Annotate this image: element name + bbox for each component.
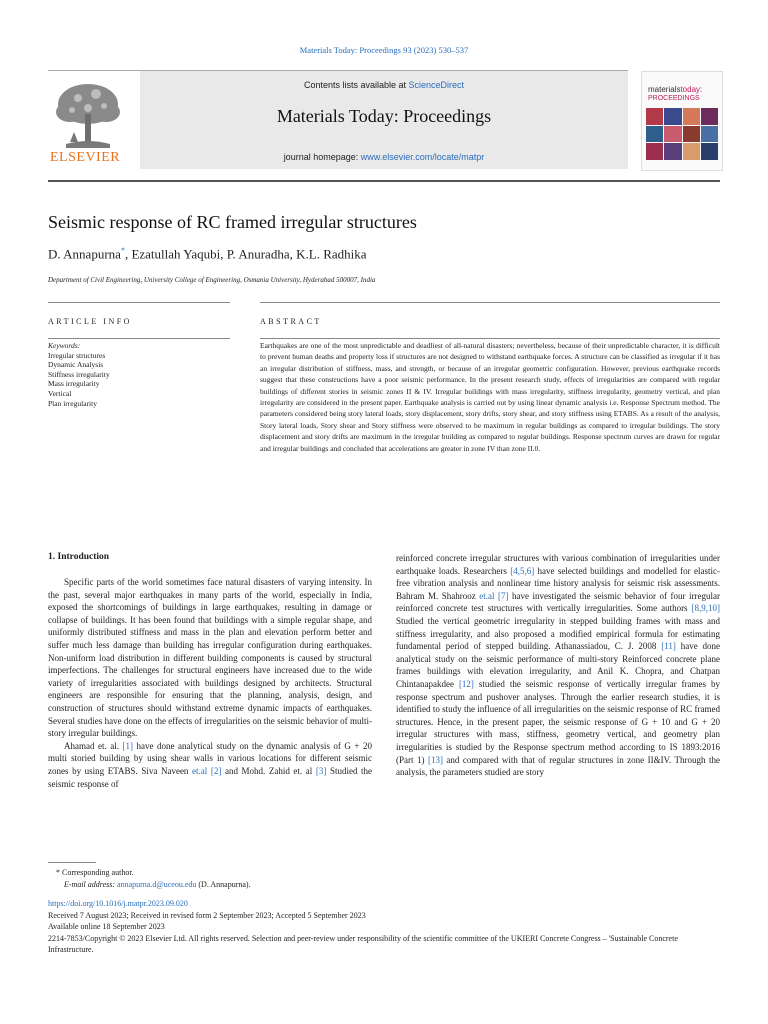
cover-title-word2: today: xyxy=(680,85,703,94)
citation-link[interactable]: [3] xyxy=(315,765,327,776)
text-run: have selected buildings and modelled for elastic-free vibration analysis and nonlinear time history analysis for seismic risk assessments. Bahram M. Shahrooz xyxy=(396,565,720,601)
keyword-item: Irregular structures xyxy=(48,350,106,360)
keyword-item: Stiffness irregularity xyxy=(48,369,110,379)
homepage-link[interactable]: www.elsevier.com/locate/matpr xyxy=(360,152,485,162)
text-run: Studied the seismic response of xyxy=(48,765,373,789)
author-name[interactable]: P. Anuradha xyxy=(226,246,290,262)
author-list: D. Annapurna*, Ezatullah Yaqubi, P. Anuradha, K.L. Radhika xyxy=(48,246,367,262)
elsevier-wordmark: ELSEVIER xyxy=(50,150,121,165)
citation-link[interactable]: [1] xyxy=(122,740,133,751)
journal-cover-thumbnail xyxy=(641,71,723,171)
text-run: and Mohd. Zahid et. al xyxy=(221,765,316,776)
keyword-item: Plan irregularity xyxy=(48,398,97,408)
footnote-rule xyxy=(48,862,96,863)
introduction-heading: 1. Introduction xyxy=(48,552,110,562)
email-label: E-mail address: xyxy=(64,880,118,889)
text-run: reinforced concrete irregular structures with various combination of irregularities under earthquake loads. Researchers xyxy=(396,553,720,576)
homepage-prefix: journal homepage: xyxy=(283,152,361,162)
citation-link[interactable]: [4,5,6] xyxy=(510,565,535,576)
body-column-left xyxy=(48,576,372,790)
contents-availability xyxy=(140,80,628,90)
copyright-notice: 2214-7853/Copyright © 2023 Elsevier Ltd. All rights reserved. Selection and peer-review under responsibility of the scientific committee of the UKIERI Concrete Congress – 'Sustainable Concrete Infrastructure. xyxy=(48,933,678,954)
doi-link[interactable]: https://doi.org/10.1016/j.matpr.2023.09.020 xyxy=(48,899,188,908)
citation-link[interactable]: et.al [7] xyxy=(479,590,509,601)
text-run: Studied the vertical geometric irregularity in stepped building frames with mass and stiffness irregularity, and also proposed a modified empirical formula for estimating fundamental period of stepped building. Athanassiadou, C. J. 2008 xyxy=(396,615,720,652)
text-run: and compared with that of regular structures in zone II&IV. Through the analysis, the parameters studied are story xyxy=(396,754,720,778)
article-title: Seismic response of RC framed irregular structures xyxy=(48,212,417,232)
author-name[interactable]: K.L. Radhika xyxy=(296,246,367,262)
intro-paragraph-continued xyxy=(396,552,720,779)
corresponding-author-note: * Corresponding author. xyxy=(56,868,134,877)
body-column-right xyxy=(396,552,720,779)
email-link[interactable]: annapurna.d@uceou.edu xyxy=(117,880,197,889)
text-run: Ahamad et. al. xyxy=(64,740,123,751)
keywords-block xyxy=(48,338,230,408)
footnote-block xyxy=(48,867,251,891)
keyword-item: Dynamic Analysis xyxy=(48,360,104,370)
email-line xyxy=(48,879,251,891)
article-info-top-rule xyxy=(48,302,230,303)
citation-link[interactable]: [13] xyxy=(427,754,443,765)
abstract-text: Earthquakes are one of the most unpredictable and deadliest of all-natural disasters; nevertheless, because of their unpredictable character, it is difficult to prevent human deaths and property loss if structures are not designed to withstand earthquake forces. A structure can be classified as irregular if it has an irregular distribution of stiffness, mass, and strength, or because of an irregular geometric configuration. However, previous earthquake records suggest that these constructions have a poor seismic performance. In the present research study, effects of irregularities are compared with regular buildings of different stories in seismic zones II & IV. Irregular buildings with mass irregularity, stiffness irregularity, geometry vertical, and plan irregularity are considered in the present paper. Earthquake analysis is carried out by using linear dynamic analysis i.e. Response Spectrum method. The parameters considered being story lateral loads, story displacement, story drifts, story shear, and story stiffness using ETABS. As a result of the analysis, Story lateral loads, Story shear and Story stiffness were observed to be maximum in regular buildings as compared to irregular buildings. The story displacement and story drifts are maximum in the irregular building as compared to regular buildings. Response spectrum curves are drawn for regular and irregular buildings and concluded that accelerations are greater in zone IV than zone II.0. xyxy=(260,338,720,454)
author-name[interactable]: Ezatullah Yaqubi xyxy=(131,246,221,262)
intro-paragraph-2 xyxy=(48,740,372,790)
email-suffix: (D. Annapurna). xyxy=(196,880,251,889)
text-run: have investigated the seismic behavior of four irregular reinforced concrete test structures with vertically irregularities. Some authors xyxy=(396,590,721,614)
cover-title-word1: materials xyxy=(648,85,681,94)
journal-reference[interactable]: Materials Today: Proceedings 93 (2023) 530–537 xyxy=(299,45,469,55)
text-run: have done analytical study on the seismic performance of multi-story Reinforced concrete plane frames buildings with elevation irregularity, and Anil K. Chopra, and Chatpan Chintanapakdee xyxy=(396,641,721,689)
available-online: Available online 18 September 2023 xyxy=(48,922,165,931)
abstract-top-rule xyxy=(260,302,720,303)
keywords-label: Keywords: xyxy=(48,341,81,350)
cover-image-mosaic xyxy=(646,108,718,160)
author-name[interactable]: D. Annapurna xyxy=(48,246,121,262)
citation-link[interactable]: et.al [2] xyxy=(192,765,222,776)
text-run: studied the seismic response of vertically irregular frames by response spectrum and pushover analyses. Through the earlier research studies, it is identified to study the influence of all irregularities on the seismic response of RC framed structures. Hence, in the present paper, the seismic response of G + 10 and G + 20 irregular structures with mass, stiffness, geometry vertical, and geometry plan irregularities is studied by the Response spectrum method according to IS 1893:2016 (Part 1) xyxy=(396,678,720,765)
publication-info xyxy=(48,898,720,956)
received-dates: Received 7 August 2023; Received in revised form 2 September 2023; Accepted 5 September 2023 xyxy=(48,910,366,920)
journal-title: Materials Today: Proceedings xyxy=(276,106,492,126)
article-info-heading: ARTICLE INFO xyxy=(48,317,132,326)
journal-homepage xyxy=(140,152,628,162)
cover-title xyxy=(648,86,702,103)
keyword-item: Mass irregularity xyxy=(48,379,100,389)
author-affiliation: Department of Civil Engineering, University College of Engineering, Osmania University, Hyderabad 500007, India xyxy=(48,276,376,284)
contents-prefix: Contents lists available at xyxy=(303,80,409,90)
intro-paragraph-1: Specific parts of the world sometimes face natural disasters of varying intensity. In the past, several major earthquakes in many parts of the world, especially in India, exposed the shortcomings of buildings in large earthquakes, resulting in damage or collapse of buildings. It has been found that buildings with a simple regular shape, and uniformly distributed stiffness and mass in the plan and elevation perform better and suffer much less damage than building has irregular configuration during earthquakes. Non-uniform load distribution in different building components is caused by structural imperfections. The challenges for structural engineers have increased due to the wide variety of irregularities associated with buildings designed by architects. Structural engineers are responsible for ensuring that the planning, analysis, design, and construction of structures should withstand extreme dynamic impacts of earthquakes. Several studies have done on the effects of irregularities on the seismic behavior of multi-story irregular buildings. xyxy=(48,577,372,739)
sciencedirect-link[interactable]: ScienceDirect xyxy=(408,80,465,90)
citation-link[interactable]: [8,9,10] xyxy=(691,603,720,614)
corresponding-mark[interactable]: * xyxy=(120,246,125,255)
abstract-heading: ABSTRACT xyxy=(260,317,322,326)
citation-link[interactable]: [11] xyxy=(661,641,676,652)
citation-link[interactable]: [12] xyxy=(458,678,474,689)
header-bottom-rule xyxy=(48,180,720,182)
cover-title-word3: PROCEEDINGS xyxy=(648,95,700,102)
keyword-item: Vertical xyxy=(48,388,72,398)
text-run: have done analytical study on the dynamic analysis of G + 20 multi storied building by using shear walls in various locations for different seismic zones by using ETABS. Siva Naveen xyxy=(48,740,372,776)
